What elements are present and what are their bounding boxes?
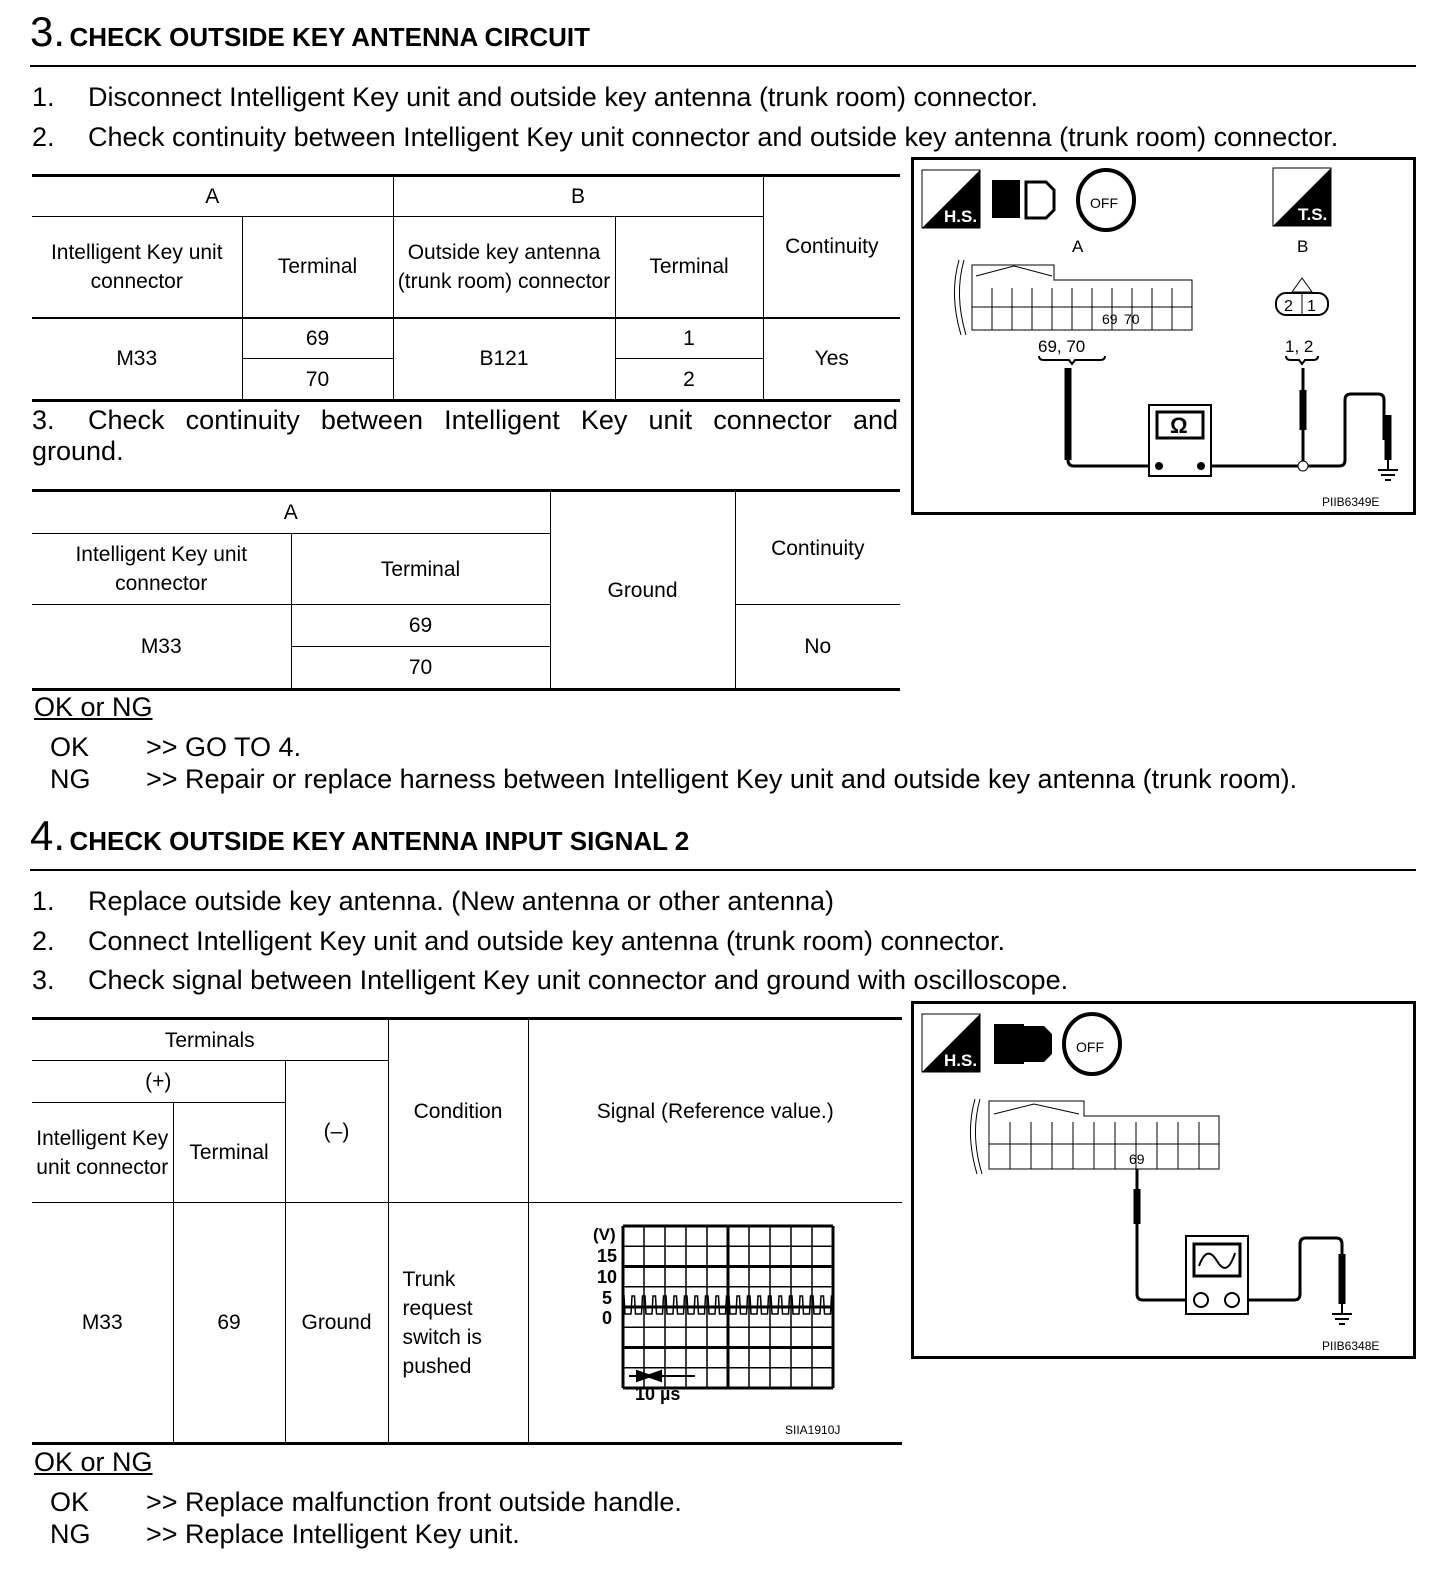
- continuity-check-diagram: [911, 157, 1416, 515]
- signal-table: Terminals Condition Signal (Reference value.) (+) (–) Intelligent Key unit connector Terminal M33 69 Ground Trunk request switch is pushed (V) 15 10 5 0 10 µs SIIA1910J: [32, 1017, 902, 1445]
- svg-text:PIIB6348E: PIIB6348E: [1322, 1339, 1380, 1353]
- ohmmeter-icon: [1149, 405, 1211, 476]
- svg-text:69: 69: [1102, 311, 1118, 327]
- ground-symbol: [1332, 1304, 1352, 1324]
- svg-text:OFF: OFF: [1076, 1039, 1104, 1055]
- svg-text:69, 70: 69, 70: [1038, 337, 1086, 356]
- section-4-heading: [30, 812, 689, 860]
- ok-ng-label: OK or NG: [34, 1447, 153, 1477]
- svg-text:69: 69: [1129, 1151, 1145, 1167]
- ground-symbol: [1378, 460, 1398, 480]
- svg-text:H.S.: H.S.: [944, 207, 978, 226]
- connector-disconnect-icon: [992, 180, 1054, 218]
- step: 2. Connect Intelligent Key unit and outside key antenna (trunk room) connector.: [32, 926, 1006, 956]
- connector-b: [1276, 278, 1328, 315]
- ignition-off-icon: [1064, 1014, 1120, 1074]
- step: 3. Check continuity between Intelligent Key unit connector and ground.: [32, 405, 898, 466]
- svg-text:0: 0: [602, 1307, 613, 1328]
- svg-text:H.S.: H.S.: [944, 1051, 978, 1070]
- svg-text:10: 10: [597, 1266, 618, 1287]
- ok-ng-label: OK or NG: [34, 692, 153, 722]
- step: 1. Replace outside key antenna. (New antenna or other antenna): [32, 886, 834, 916]
- result-ok: OK >> Replace malfunction front outside handle.: [50, 1487, 682, 1517]
- continuity-table-ground: A Ground Continuity Intelligent Key unit connector Terminal M33 69 No 70: [32, 489, 900, 691]
- result-ng: NG >> Replace Intelligent Key unit.: [50, 1519, 520, 1549]
- connector-connected-icon: [994, 1024, 1052, 1064]
- svg-text:PIIB6349E: PIIB6349E: [1322, 495, 1380, 509]
- oscilloscope-check-diagram: [911, 1001, 1416, 1359]
- svg-text:(V): (V): [593, 1224, 616, 1244]
- ignition-off-icon: [1078, 170, 1134, 230]
- continuity-table-a-b: A B Continuity Intelligent Key unit connector Terminal Outside key antenna (trunk room) connector Terminal M33 69 B121 1 Yes 70 2: [32, 174, 900, 402]
- result-ok: OK >> GO TO 4.: [50, 732, 302, 762]
- svg-text:10 µs: 10 µs: [635, 1383, 681, 1404]
- section-number: 3.: [30, 8, 66, 55]
- section-title: CHECK OUTSIDE KEY ANTENNA INPUT SIGNAL 2: [69, 826, 690, 856]
- svg-text:2: 2: [1284, 298, 1293, 315]
- svg-text:SIIA1910J: SIIA1910J: [785, 1422, 841, 1437]
- divider: [30, 65, 1416, 67]
- svg-text:1, 2: 1, 2: [1285, 337, 1314, 356]
- ts-icon: [1273, 168, 1331, 226]
- section-3-heading: [30, 8, 590, 56]
- step: 1. Disconnect Intelligent Key unit and outside key antenna (trunk room) connector.: [32, 82, 1039, 112]
- connector-a: [954, 260, 1192, 335]
- section-title: CHECK OUTSIDE KEY ANTENNA CIRCUIT: [69, 22, 590, 52]
- result-ng: NG >> Repair or replace harness between Intelligent Key unit and outside key antenna (trunk room).: [50, 764, 1298, 794]
- section-number: 4.: [30, 812, 66, 859]
- scope-cell: [528, 1203, 902, 1444]
- hs-icon: [922, 170, 980, 228]
- svg-text:1: 1: [1307, 298, 1316, 315]
- oscilloscope-icon: [1186, 1236, 1248, 1314]
- hs-icon: [922, 1014, 980, 1072]
- svg-text:70: 70: [1124, 311, 1140, 327]
- step: 3. Check signal between Intelligent Key unit connector and ground with oscilloscope.: [32, 965, 1069, 995]
- divider: [30, 869, 1416, 871]
- svg-text:B: B: [1297, 237, 1309, 256]
- svg-text:5: 5: [602, 1287, 613, 1308]
- svg-text:T.S.: T.S.: [1298, 205, 1328, 224]
- svg-text:A: A: [1072, 237, 1084, 256]
- step: 2. Check continuity between Intelligent Key unit connector and outside key antenna (trunk room) connector.: [32, 122, 1339, 152]
- oscilloscope-waveform: [535, 1208, 895, 1438]
- svg-text:15: 15: [597, 1245, 618, 1266]
- svg-text:OFF: OFF: [1090, 195, 1118, 211]
- svg-text:Ω: Ω: [1170, 413, 1188, 438]
